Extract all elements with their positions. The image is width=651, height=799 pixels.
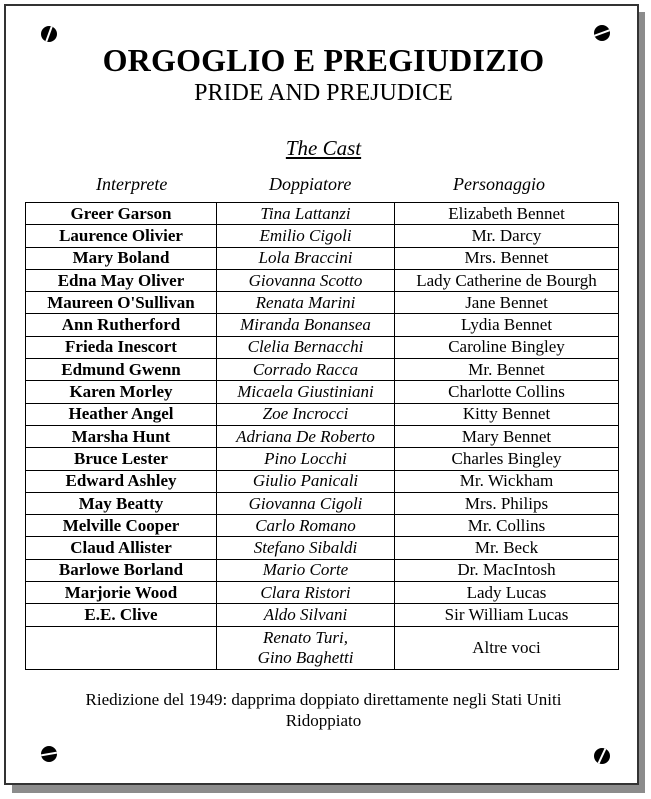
table-row (26, 381, 619, 403)
role-cell: Kitty Bennet (395, 403, 619, 425)
screw-icon (594, 748, 610, 764)
table-row (26, 470, 619, 492)
table-row (26, 448, 619, 470)
role-cell: Mr. Wickham (395, 470, 619, 492)
actor-cell: E.E. Clive (26, 604, 217, 626)
actor-cell: Marsha Hunt (26, 425, 217, 447)
role-cell: Jane Bennet (395, 292, 619, 314)
page-subtitle: PRIDE AND PREJUDICE (194, 80, 453, 106)
footnote-line: Riedizione del 1949: dapprima doppiato direttamente negli Stati Uniti (85, 690, 562, 709)
table-row (26, 403, 619, 425)
column-header-doppiatore: Doppiatore (269, 174, 352, 194)
dubber-cell: Emilio Cigoli (217, 225, 395, 247)
dubber-cell: Miranda Bonansea (217, 314, 395, 336)
dubber-cell: Corrado Racca (217, 359, 395, 381)
dubber-cell: Tina Lattanzi (217, 203, 395, 225)
role-cell: Dr. MacIntosh (395, 559, 619, 581)
actor-cell: Heather Angel (26, 403, 217, 425)
actor-cell: Ann Rutherford (26, 314, 217, 336)
dubber-cell: Aldo Silvani (217, 604, 395, 626)
column-header-personaggio: Personaggio (453, 174, 545, 194)
cast-plaque (4, 4, 639, 785)
table-row (26, 359, 619, 381)
role-cell: Mr. Darcy (395, 225, 619, 247)
dubber-line: Gino Baghetti (257, 647, 354, 667)
cast-table (25, 202, 619, 670)
actor-cell: Marjorie Wood (26, 582, 217, 604)
dubber-cell: Giovanna Scotto (217, 269, 395, 291)
table-row (26, 247, 619, 269)
screw-icon (41, 746, 57, 762)
dubber-cell (217, 626, 395, 669)
table-row (26, 425, 619, 447)
table-row (26, 492, 619, 514)
actor-cell: Edward Ashley (26, 470, 217, 492)
role-cell: Mr. Collins (395, 515, 619, 537)
actor-cell: Greer Garson (26, 203, 217, 225)
table-row (26, 292, 619, 314)
role-cell: Charlotte Collins (395, 381, 619, 403)
role-cell: Caroline Bingley (395, 336, 619, 358)
role-cell: Altre voci (395, 626, 619, 669)
actor-cell: Claud Allister (26, 537, 217, 559)
page-title: ORGOGLIO E PREGIUDIZIO (102, 42, 545, 78)
actor-cell: Karen Morley (26, 381, 217, 403)
role-cell: Mr. Beck (395, 537, 619, 559)
actor-cell: Edmund Gwenn (26, 359, 217, 381)
dubber-cell: Clara Ristori (217, 582, 395, 604)
dubber-cell: Carlo Romano (217, 515, 395, 537)
actor-cell: Maureen O'Sullivan (26, 292, 217, 314)
role-cell: Elizabeth Bennet (395, 203, 619, 225)
role-cell: Lydia Bennet (395, 314, 619, 336)
role-cell: Mrs. Philips (395, 492, 619, 514)
footnote (6, 689, 641, 731)
table-row (26, 336, 619, 358)
table-row (26, 269, 619, 291)
actor-cell: May Beatty (26, 492, 217, 514)
role-cell: Charles Bingley (395, 448, 619, 470)
table-row (26, 537, 619, 559)
role-cell: Lady Catherine de Bourgh (395, 269, 619, 291)
dubber-cell: Renata Marini (217, 292, 395, 314)
actor-cell: Melville Cooper (26, 515, 217, 537)
dubber-cell: Lola Braccini (217, 247, 395, 269)
table-row (26, 604, 619, 626)
actor-cell (26, 626, 217, 669)
dubber-cell: Pino Locchi (217, 448, 395, 470)
screw-icon (41, 26, 57, 42)
role-cell: Lady Lucas (395, 582, 619, 604)
dubber-cell: Adriana De Roberto (217, 425, 395, 447)
dubber-cell: Micaela Giustiniani (217, 381, 395, 403)
table-row (26, 559, 619, 581)
actor-cell: Frieda Inescort (26, 336, 217, 358)
actor-cell: Bruce Lester (26, 448, 217, 470)
actor-cell: Mary Boland (26, 247, 217, 269)
role-cell: Mary Bennet (395, 425, 619, 447)
dubber-cell: Mario Corte (217, 559, 395, 581)
table-row (26, 515, 619, 537)
actor-cell: Edna May Oliver (26, 269, 217, 291)
dubber-cell: Giulio Panicali (217, 470, 395, 492)
dubber-cell: Clelia Bernacchi (217, 336, 395, 358)
column-header-interprete: Interprete (96, 174, 168, 194)
table-row-other-voices (26, 626, 619, 669)
table-row (26, 582, 619, 604)
dubber-cell: Zoe Incrocci (217, 403, 395, 425)
table-row (26, 225, 619, 247)
table-row (26, 314, 619, 336)
dubber-cell: Stefano Sibaldi (217, 537, 395, 559)
table-row (26, 203, 619, 225)
role-cell: Mr. Bennet (395, 359, 619, 381)
screw-icon (594, 25, 610, 41)
dubber-cell: Giovanna Cigoli (217, 492, 395, 514)
role-cell: Sir William Lucas (395, 604, 619, 626)
actor-cell: Barlowe Borland (26, 559, 217, 581)
role-cell: Mrs. Bennet (395, 247, 619, 269)
footnote-line: Ridoppiato (285, 711, 362, 730)
cast-heading: The Cast (285, 136, 362, 160)
dubber-line: Renato Turi, (262, 627, 348, 647)
actor-cell: Laurence Olivier (26, 225, 217, 247)
